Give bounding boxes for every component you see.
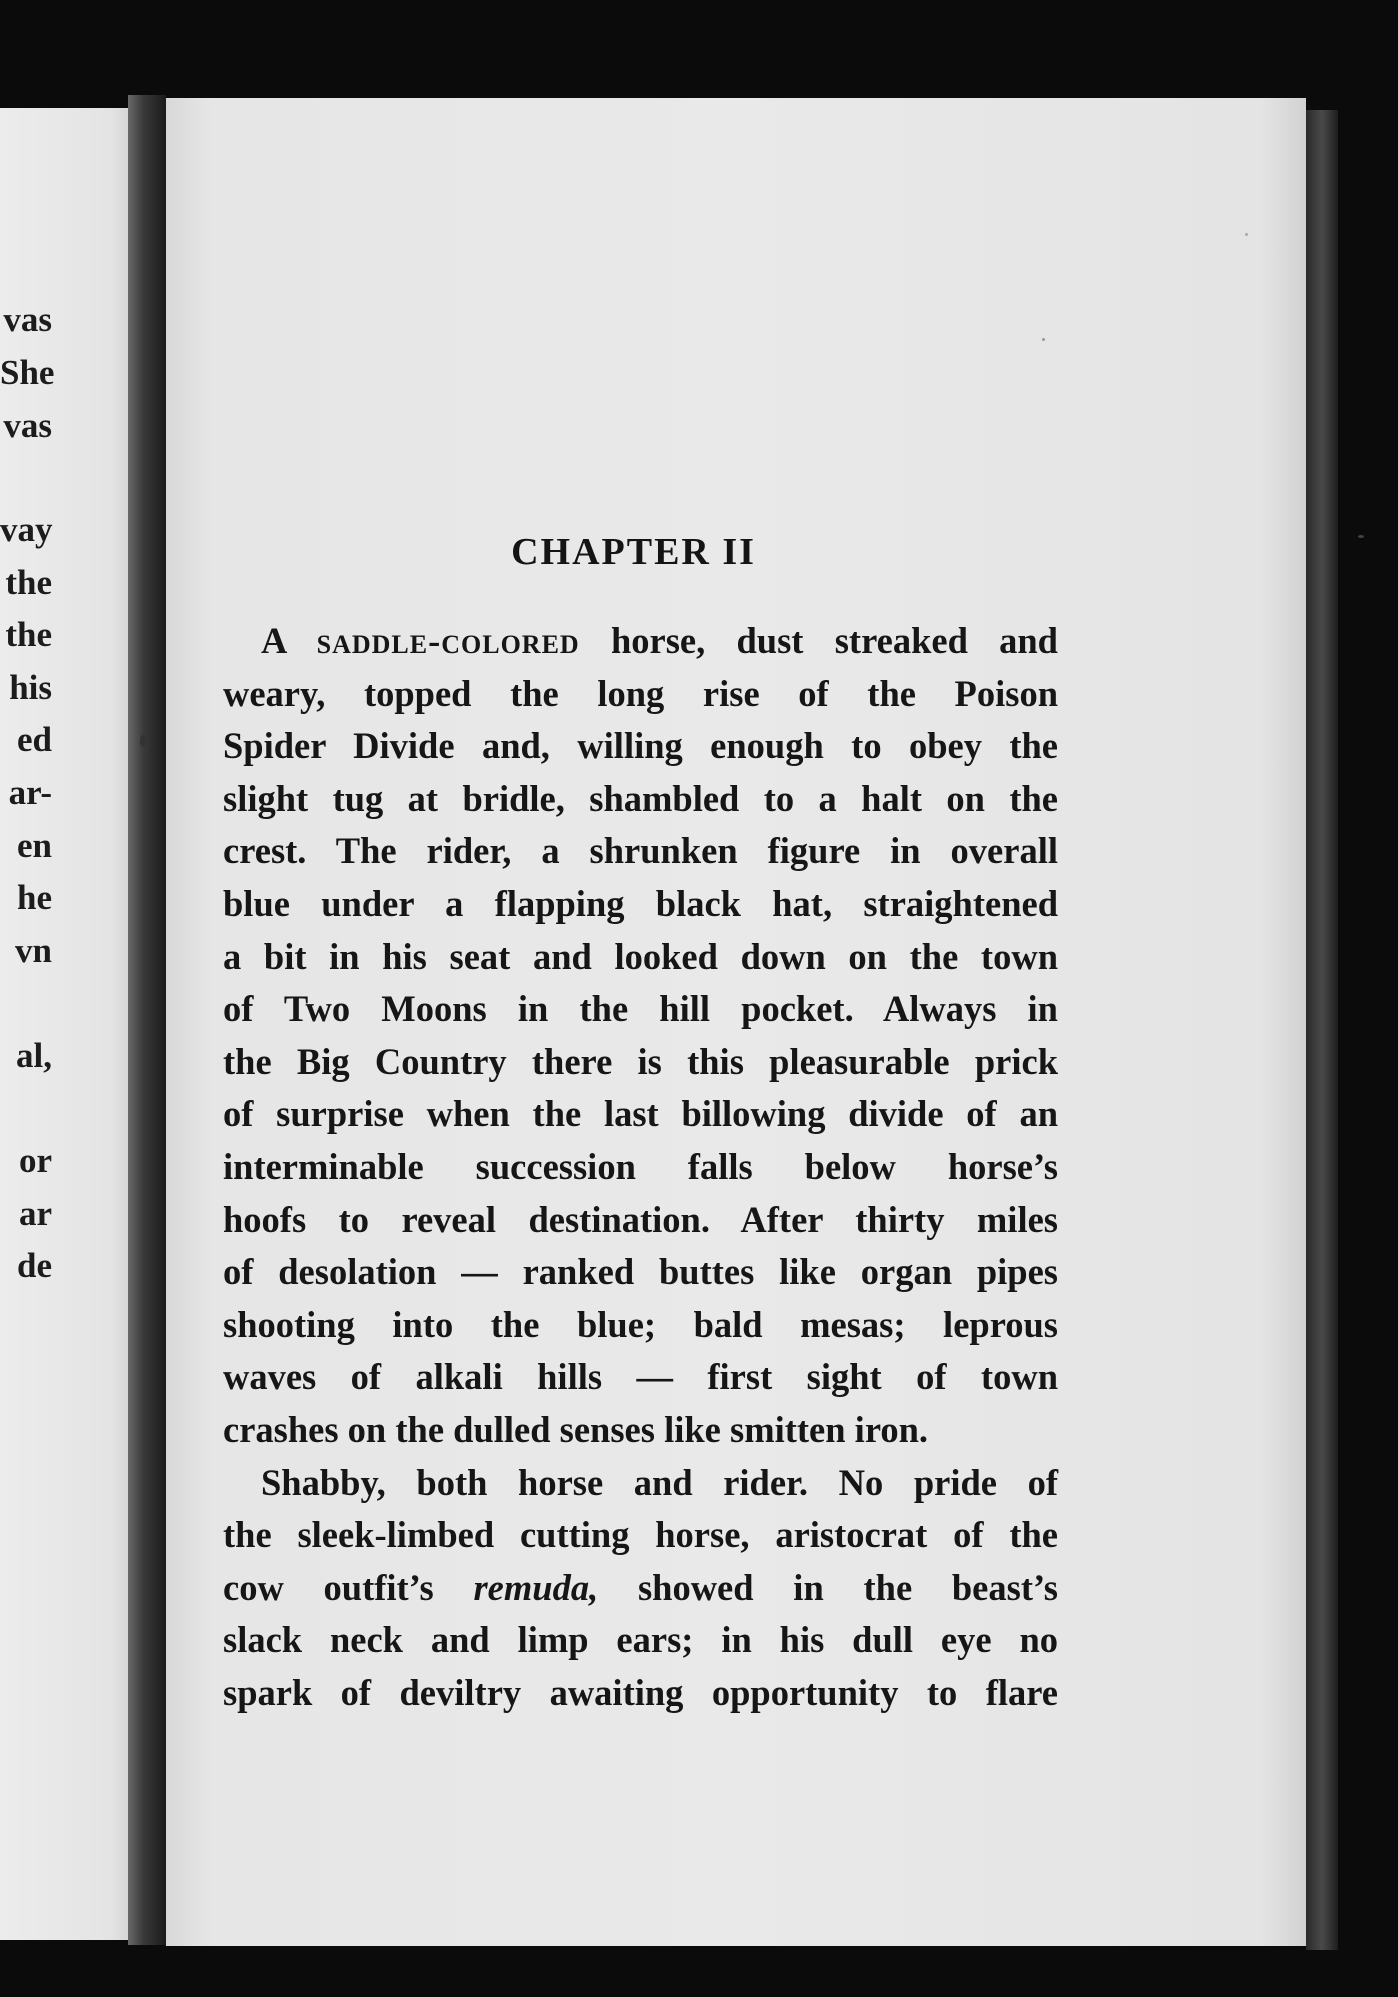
previous-page-line-ending: ed: [17, 720, 52, 759]
previous-page-line-ending: vn: [15, 931, 52, 970]
italic-word-remuda: remuda,: [473, 1566, 599, 1608]
page-edge-shadow: [1306, 110, 1338, 1950]
paragraph-1-line: blue under a flapping black hat, straightened: [223, 882, 1058, 924]
paragraph-1-line: waves of alkali hills — first sight of town: [223, 1356, 1058, 1398]
previous-page-line-ending: he: [17, 878, 52, 917]
previous-page-line-ending: en: [17, 826, 52, 865]
previous-page-line-ending: She: [0, 353, 55, 392]
paragraph-1-line: of Two Moons in the hill pocket. Always in: [223, 988, 1058, 1030]
line-3-after: showed in the beast’s: [598, 1566, 1058, 1608]
previous-page-line-ending: vay: [0, 510, 53, 549]
scan-speck: [140, 735, 146, 747]
scan-speck: [1042, 338, 1045, 341]
paragraph-1-line: a bit in his seat and looked down on the town: [223, 935, 1058, 977]
paragraph-1-line: slight tug at bridle, shambled to a halt on the: [223, 777, 1058, 819]
paragraph-1-line: shooting into the blue; bald mesas; leprous: [223, 1303, 1058, 1345]
paragraph-1-line: of desolation — ranked buttes like organ pipes: [223, 1251, 1058, 1293]
previous-page-line-ending: or: [18, 1141, 52, 1180]
paragraph-2-line-1: Shabby, both horse and rider. No pride of: [261, 1461, 1058, 1503]
previous-page-line-ending: vas: [3, 300, 52, 339]
paragraph-1-line: hoofs to reveal destination. After thirty miles: [223, 1198, 1058, 1240]
previous-page-line-ending: ar: [18, 1194, 52, 1233]
paragraph-2-line-4: slack neck and limp ears; in his dull eye no: [223, 1619, 1058, 1661]
scan-speck: [1245, 233, 1248, 236]
lead-smallcaps-word: saddle-colored: [316, 620, 580, 661]
previous-page-line-ending: ar-: [8, 773, 52, 812]
previous-page-line-ending: the: [5, 615, 52, 654]
previous-page-line-ending: his: [9, 668, 52, 707]
paragraph-1-line: the Big Country there is this pleasurable prick: [223, 1040, 1058, 1082]
paragraph-2-line-5: spark of deviltry awaiting opportunity to flare: [223, 1671, 1058, 1713]
previous-page-line-ending: vas: [3, 406, 52, 445]
previous-page-line-ending: de: [17, 1246, 52, 1285]
previous-page-line-ending: al,: [16, 1036, 52, 1075]
paragraph-2-line-3: [223, 1562, 1058, 1615]
paragraph-1-line: Spider Divide and, willing enough to obey the: [223, 725, 1058, 767]
chapter-heading: CHAPTER II: [511, 531, 756, 573]
paragraph-1-last-line: crashes on the dulled senses like smitten iron.: [223, 1408, 929, 1450]
paragraph-1-line-1: [223, 615, 1058, 668]
book-gutter-shadow: [128, 95, 166, 1945]
paragraph-1-line: of surprise when the last billowing divide of an: [223, 1093, 1058, 1135]
scan-speck: [1358, 535, 1364, 538]
lead-capital: A: [261, 620, 317, 661]
lead-line-rest: horse, dust streaked and: [579, 620, 1058, 661]
previous-page-fragment: [0, 108, 138, 1940]
previous-page-line-ending: the: [5, 563, 52, 602]
line-3-before: cow outfit’s: [223, 1566, 474, 1608]
paragraph-1-line: crest. The rider, a shrunken figure in overall: [223, 830, 1058, 872]
paragraph-1-line: weary, topped the long rise of the Poison: [223, 672, 1058, 714]
paragraph-2-line-2: the sleek-limbed cutting horse, aristocrat of the: [223, 1514, 1058, 1556]
paragraph-1-line: interminable succession falls below horse’s: [223, 1145, 1058, 1187]
chapter-body: [223, 615, 1058, 1719]
